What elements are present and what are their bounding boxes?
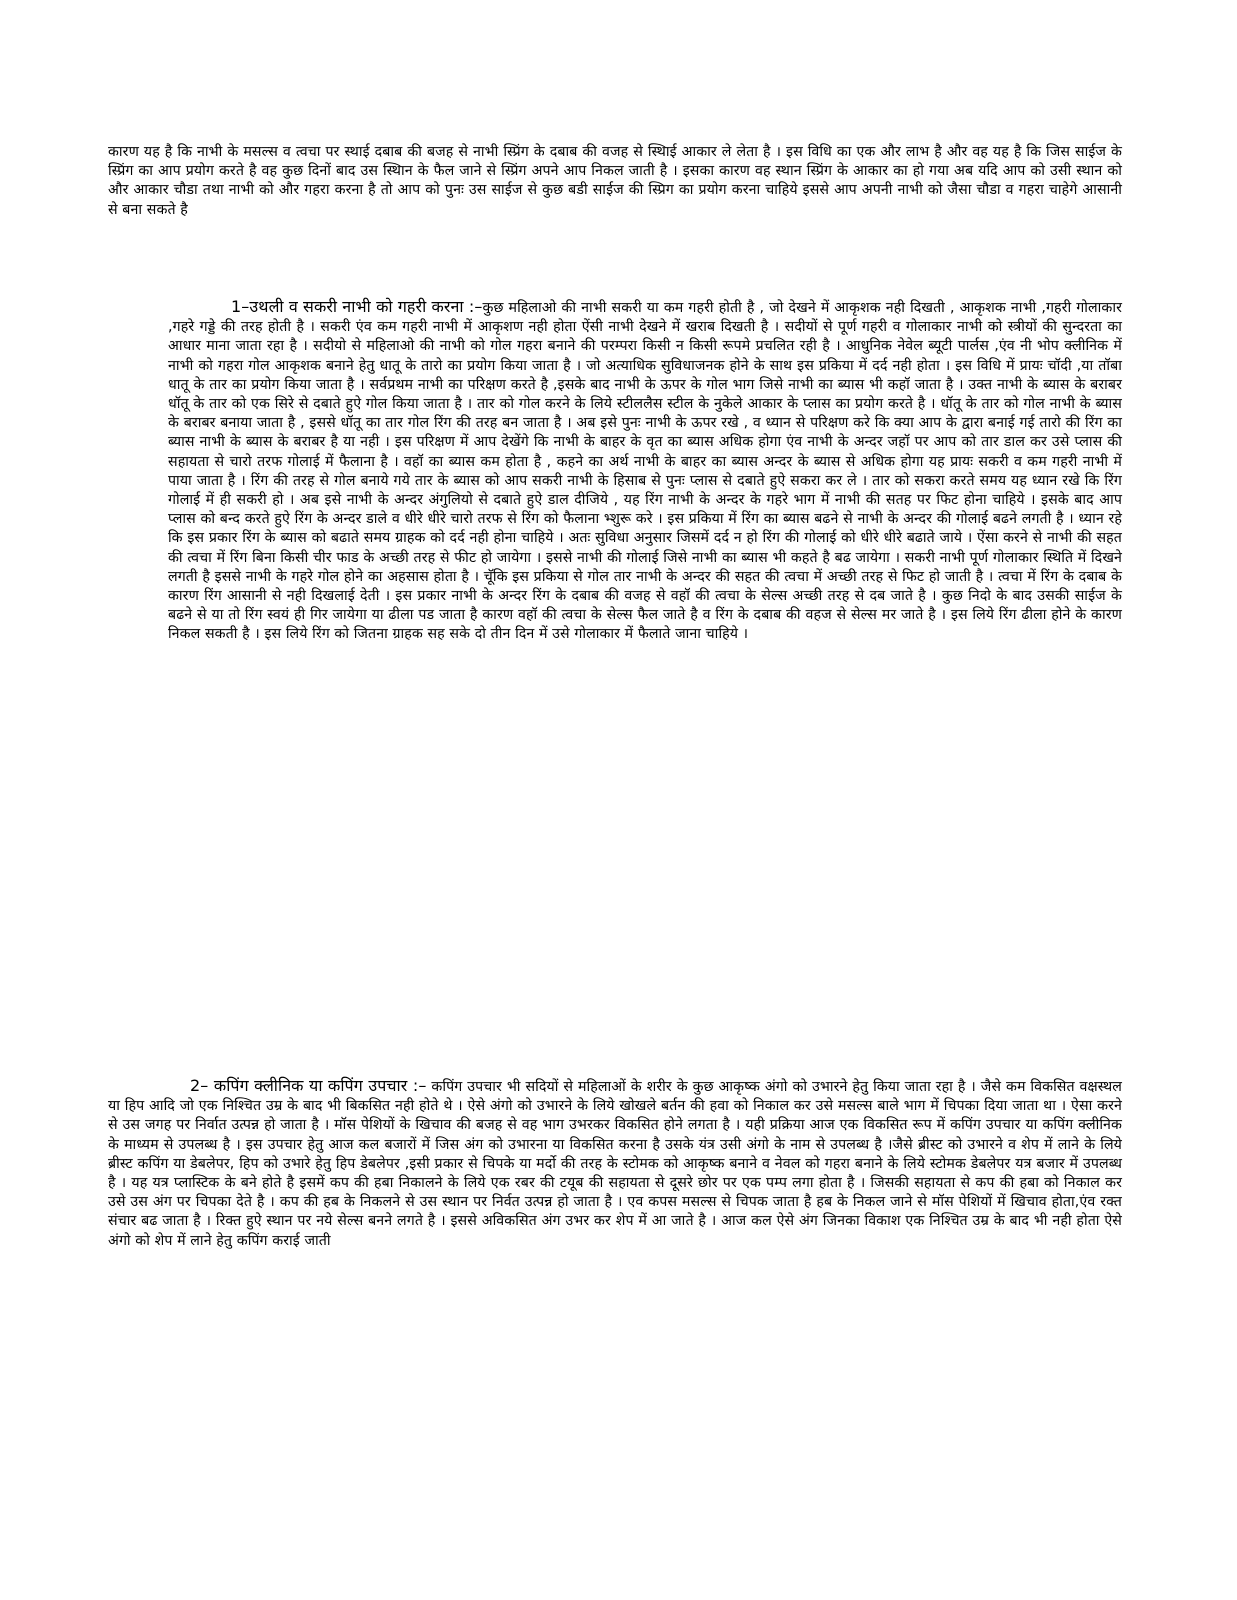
intro-paragraph: कारण यह है कि नाभी के मसल्स व त्वचा पर स्थाई दबाब की बजह से नाभी स्प्रिंग के दबाब की वजह से स्थिाई आकार ले लेता है । इस विधि का एक और लाभ है और वह यह है कि जिस साईज के स्प्रिंग का आप प्रयोग करते है वह कुछ दिनों बाद उस स्थिान के फैल जाने से स्प्रिंग अपने आप निकल जाती है । इसका कारण वह स्थान स्प्रिंग के आकार का हो गया अब यदि आप को उसी स्थान को और आकार चौडा तथा नाभी को और गहरा करना है तो आप को पुनः उस साईज से कुछ बडी साईज की स्प्रिग का प्रयोग करना चाहिये इससे आप अपनी नाभी को जैसा चौडा व गहरा चाहेगे आसानी से बना सकते है bbox=[108, 144, 1122, 218]
section-1-heading: 1–उथली व सकरी नाभी को गहरी करना :– bbox=[231, 297, 483, 316]
section-2 bbox=[108, 1076, 1122, 1251]
section-1-body: कुछ महिलाओ की नाभी सकरी या कम गहरी होती है , जो देखने में आकृशक नही दिखती , आकृशक नाभी ,गहरी गोलाकार ,गहरे गड्डे की तरह होती है । सकरी एंव कम गहरी नाभी में आकृशण नही होता ऐंसी नाभी देखने में खराब दिखती है । सदीयों से पूर्ण गहरी व गोलाकार नाभी को स्त्रीयों की सुन्दरता का आधार माना जाता रहा है । सदीयो से महिलाओ की नाभी को गोल गहरा बनाने की परम्परा किसी न किसी रूपमे प्रचलित रही है । आधुनिक नेवेल ब्यूटी पार्लस ,एंव नी भोप क्लीनिक में नाभी को गहरा गोल आकृशक बनाने हेतु धातू के तारो का प्रयोग किया जाता है । जो अत्याधिक सुविधाजनक होने के साथ इस प्रकिया में दर्द नही होता । इस विधि में प्रायः चॉदी ,या तॉबा धातू के तार का प्रयोग किया जाता है । सर्वप्रथम नाभी का परिक्षण करते है ,इसके बाद नाभी के ऊपर के गोल भाग जिसे नाभी का ब्यास भी कहॉ जाता है । उक्त नाभी के ब्यास के बराबर धॉतू के तार को एक सिरे से दबाते हुऐ गोल किया जाता है । तार को गोल करने के लिये स्टीललैस स्टील के नुकेले आकार के प्लास का प्रयोग करते है । धॉतू के तार को गोल नाभी के ब्यास के बराबर बनाया जाता है , इससे धॉतू का तार गोल रिंग की तरह बन जाता है । अब इसे पुनः नाभी के ऊपर रखे , व ध्यान से परिक्षण करे कि क्या आप के द्वारा बनाई गई तारो की रिंग का ब्यास नाभी के ब्यास के बराबर है या नही । इस परिक्षण में आप देखेंगे कि नाभी के बाहर के वृत का ब्यास अधिक होगा एंव नाभी के अन्दर जहॉ पर आप को तार डाल कर उसे प्लास की सहायता से चारो तरफ गोलाई में फैलाना है । वहॉ का ब्यास कम होता है , कहने का अर्थ नाभी के बाहर का ब्यास अन्दर के ब्यास से अधिक होगा यह प्रायः सकरी व कम गहरी नाभी में पाया जाता है । रिंग की तरह से गोल बनाये गये तार के ब्यास को आप सकरी नाभी के हिसाब से पुनः प्लास से दबाते हुऐ सकरा कर ले । तार को सकरा करते समय यह ध्यान रखे कि रिंग गोलाई में ही सकरी हो । अब इसे नाभी के अन्दर अंगुलियो से दबाते हुऐ डाल दीजिये , यह रिंग नाभी के अन्दर के गहरे भाग में नाभी की सतह पर फिट होना चाहिये । इसके बाद आप प्लास को बन्द करते हुऐ रिंग के अन्दर डाले व धीरे धीरे चारो तरफ से रिंग को फैलाना भ्शुरू करे । इस प्रकिया में रिंग का ब्यास बढने से नाभी के अन्दर की गोलाई बढने लगती है । ध्यान रहे कि इस प्रकार रिंग के ब्यास को बढाते समय ग्राहक को दर्द नही होना चाहिये । अतः सुविधा अनुसार जिसमें दर्द न हो रिंग की गोलाई को धीरे धीरे बढाते जाये । ऐंसा करने से नाभी की सहत की त्वचा में रिंग बिना किसी चीर फाड के अच्छी तरह से फीट हो जायेगा । इससे नाभी की गोलाई जिसे नाभी का ब्यास भी कहते है बढ जायेगा । सकरी नाभी पूर्ण गोलाकार स्थिति में दिखने लगती है इससे नाभी के गहरे गोल होने का अहसास होता है । चूॅकि इस प्रकिया से गोल तार नाभी के अन्दर की सहत की त्वचा में अच्छी तरह से फिट हो जाती है । त्वचा में रिंग के दबाब के कारण रिंग आसानी से नही दिखलाई देती । इस प्रकार नाभी के अन्दर रिंग के दबाब की वजह से वहॉ की त्वचा के सेल्स अच्छी तरह से दब जाते है । कुछ निदो के बाद उसकी साईज के बढने से या तो रिंग स्वयं ही गिर जायेगा या ढीला पड जाता है कारण वहॉ की त्वचा के सेल्स फैल जाते है व रिंग के दबाब की वहज से सेल्स मर जाते है । इस लिये रिंग ढीला होने के कारण निकल सकती है । इस लिये रिंग को जितना ग्राहक सह सके दो तीन दिन में उसे गोलाकार में फैलाते जाना चाहिये । bbox=[168, 300, 1122, 643]
section-2-body: कपिंग उपचार भी सदियों से महिलाओं के शरीर के कुछ आकृष्क अंगो को उभारने हेतु किया जाता रहा है । जैसे कम विकसित वक्षस्थल या हिप आदि जो एक निश्चित उम्र के बाद भी बिकसित नही होते थे । ऐसे अंगो को उभारने के लिये खोखले बर्तन की हवा को निकाल कर उसे मसल्स बाले भाग में चिपका दिया जाता था । ऐसा करने से उस जगह पर निर्वात उत्पन्न हो जाता है । मॉस पेशियों के खिचाव की बजह से वह भाग उभरकर विकसित होने लगता है । यही प्रक्रिया आज एक विकसित रूप में कपिंग उपचार या कपिंग क्लीनिक के माध्यम से उपलब्ध है । इस उपचार हेतु आज कल बजारों में जिस अंग को उभारना या विकसित करना है उसके यंत्र उसी अंगो के नाम से उपलब्ध है ।जैसे ब्रीस्ट को उभारने व शेप में लाने के लिये ब्रीस्ट कपिंग या डेबलेपर, हिप को उभारे हेतु हिप डेबलेपर ,इसी प्रकार से चिपके या मर्दो की तरह के स्टोमक को आकृष्क बनाने व नेवल को गहरा बनाने के लिये स्टोमक डेबलेपर यत्र बजार में उपलब्ध है । यह यत्र प्लास्टिक के बने होते है इसमें कप की हबा निकालने के लिये एक रबर की टयूब की सहायता से दूसरे छोर पर एक पम्प लगा होता है । जिसकी सहायता से कप की हबा को निकाल कर उसे उस अंग पर चिपका देते है । कप की हब के निकलने से उस स्थान पर निर्वत उत्पन्न हो जाता है । एव कपस मसल्स से चिपक जाता है हब के निकल जाने से मॉस पेशियों में खिचाव होता,एंव रक्त संचार बढ जाता है । रिक्त हुऐ स्थान पर नये सेल्स बनने लगते है । इससे अविकसित अंग उभर कर शेप में आ जाते है । आज कल ऐसे अंग जिनका विकाश एक निश्चित उम्र के बाद भी नही होता ऐसे अंगो को शेप में लाने हेतु कपिंग कराई जाती bbox=[108, 1079, 1123, 1249]
section-1 bbox=[168, 297, 1122, 645]
section-2-heading: 2– कपिंग क्लीनिक या कपिंग उपचार :– bbox=[190, 1076, 427, 1095]
